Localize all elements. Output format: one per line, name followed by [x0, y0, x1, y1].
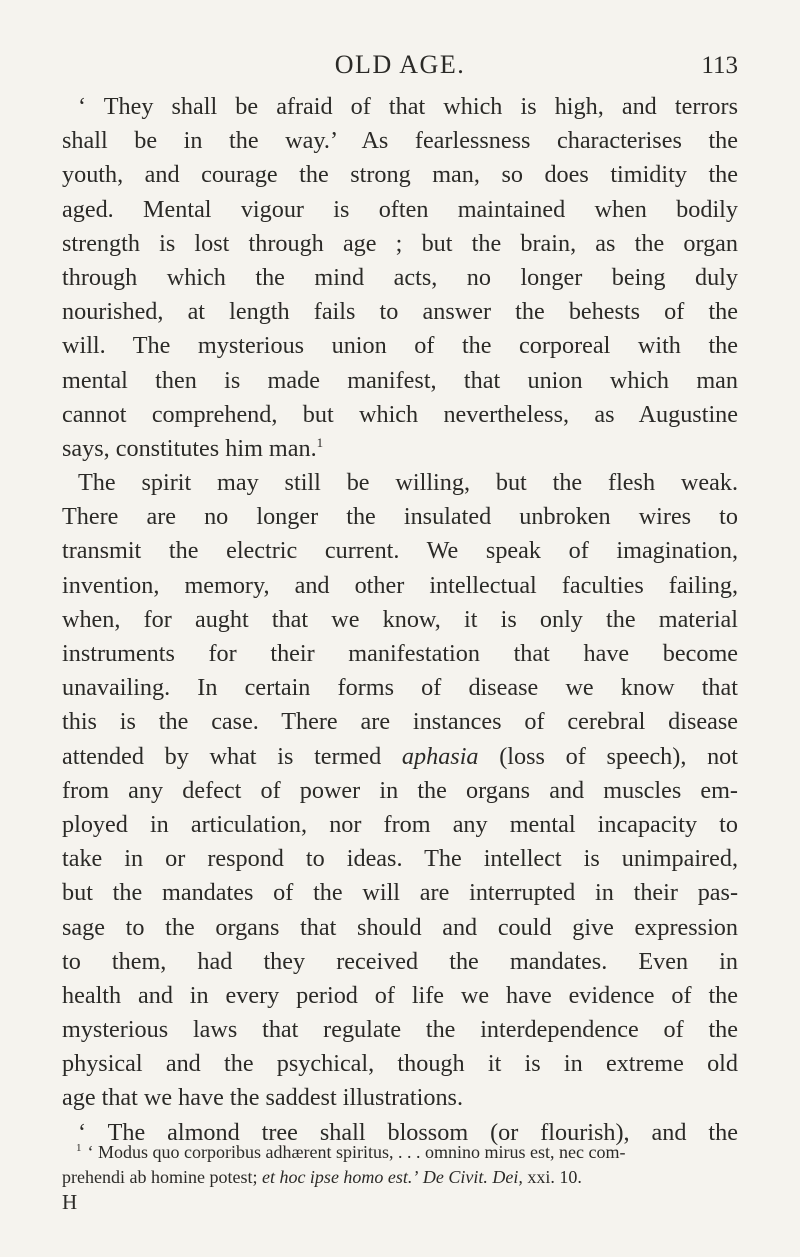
page-number: 113	[701, 52, 738, 79]
text-line: but the mandates of the will are interrupted in their pas-	[62, 879, 738, 907]
footnote	[62, 1140, 738, 1190]
text-span: says, constitutes him man.	[62, 434, 317, 462]
text-line: ployed in articulation, nor from any mental incapacity to	[62, 810, 738, 838]
signature-mark: H	[62, 1190, 78, 1214]
running-head	[62, 46, 738, 82]
text-line: health and in every period of life we have evidence of the	[62, 981, 738, 1009]
text-line: ‘ The almond tree shall blossom (or flourish), and the	[78, 1118, 738, 1146]
text-line: take in or respond to ideas. The intellect is unimpaired,	[62, 845, 738, 873]
text-line: unavailing. In certain forms of disease we know that	[62, 674, 738, 702]
footnote-text: prehendi ab homine potest;	[62, 1167, 262, 1187]
footnote-italic-quote: et hoc ipse homo est.’	[261, 1167, 419, 1187]
text-line: instruments for their manifestation that have become	[62, 640, 738, 667]
text-line: this is the case. There are instances of cerebral disease	[62, 708, 738, 736]
footnote-marker: 1	[76, 1142, 82, 1154]
text-line	[62, 432, 738, 466]
footnote-citation: De Civit. Dei,	[422, 1167, 523, 1187]
text-line: aged. Mental vigour is often maintained when bodily	[62, 195, 738, 223]
text-line: invention, memory, and other intellectual faculties failing,	[62, 571, 738, 599]
text-line: to them, had they received the mandates. Even in	[62, 947, 738, 975]
text-span: attended by what is termed	[62, 742, 402, 770]
body-text	[62, 90, 738, 1150]
text-span: (loss of speech), not	[478, 742, 738, 770]
text-line: The spirit may still be willing, but the flesh weak.	[78, 469, 738, 497]
text-line: sage to the organs that should and could give expression	[62, 913, 738, 941]
footnote-text: ‘ Modus quo corporibus adhærent spiritus, . . . omnino mirus est, nec com-	[87, 1142, 626, 1162]
text-line: mysterious laws that regulate the interdependence of the	[62, 1016, 738, 1044]
footnote-reference: 1	[316, 434, 324, 450]
text-line: cannot comprehend, but which nevertheless, as Augustine	[62, 400, 738, 428]
footnote-line	[62, 1140, 738, 1165]
text-line: physical and the psychical, though it is in extreme old	[62, 1050, 738, 1078]
text-line: mental then is made manifest, that union which man	[62, 366, 738, 394]
text-line: from any defect of power in the organs and muscles em-	[62, 776, 738, 804]
text-line: through which the mind acts, no longer being duly	[62, 263, 738, 291]
italic-term: aphasia	[401, 742, 479, 770]
text-line: There are no longer the insulated unbroken wires to	[62, 503, 738, 531]
text-line	[62, 740, 738, 774]
text-line: ‘ They shall be afraid of that which is high, and terrors	[78, 93, 738, 120]
text-line: will. The mysterious union of the corporeal with the	[62, 332, 738, 360]
text-line: shall be in the way.’ As fearlessness characterises the	[62, 127, 738, 155]
footnote-text: xxi. 10.	[522, 1167, 582, 1187]
text-line: youth, and courage the strong man, so does timidity the	[62, 161, 738, 189]
text-line: transmit the electric current. We speak of imagination,	[62, 537, 738, 565]
text-line: when, for aught that we know, it is only the material	[62, 605, 738, 633]
text-line: age that we have the saddest illustrations.	[62, 1084, 463, 1112]
footnote-line	[62, 1165, 738, 1190]
running-title: OLD AGE.	[334, 50, 466, 79]
text-line: nourished, at length fails to answer the behests of the	[62, 298, 738, 326]
text-line: strength is lost through age ; but the brain, as the organ	[62, 229, 738, 257]
book-page	[62, 0, 738, 1257]
